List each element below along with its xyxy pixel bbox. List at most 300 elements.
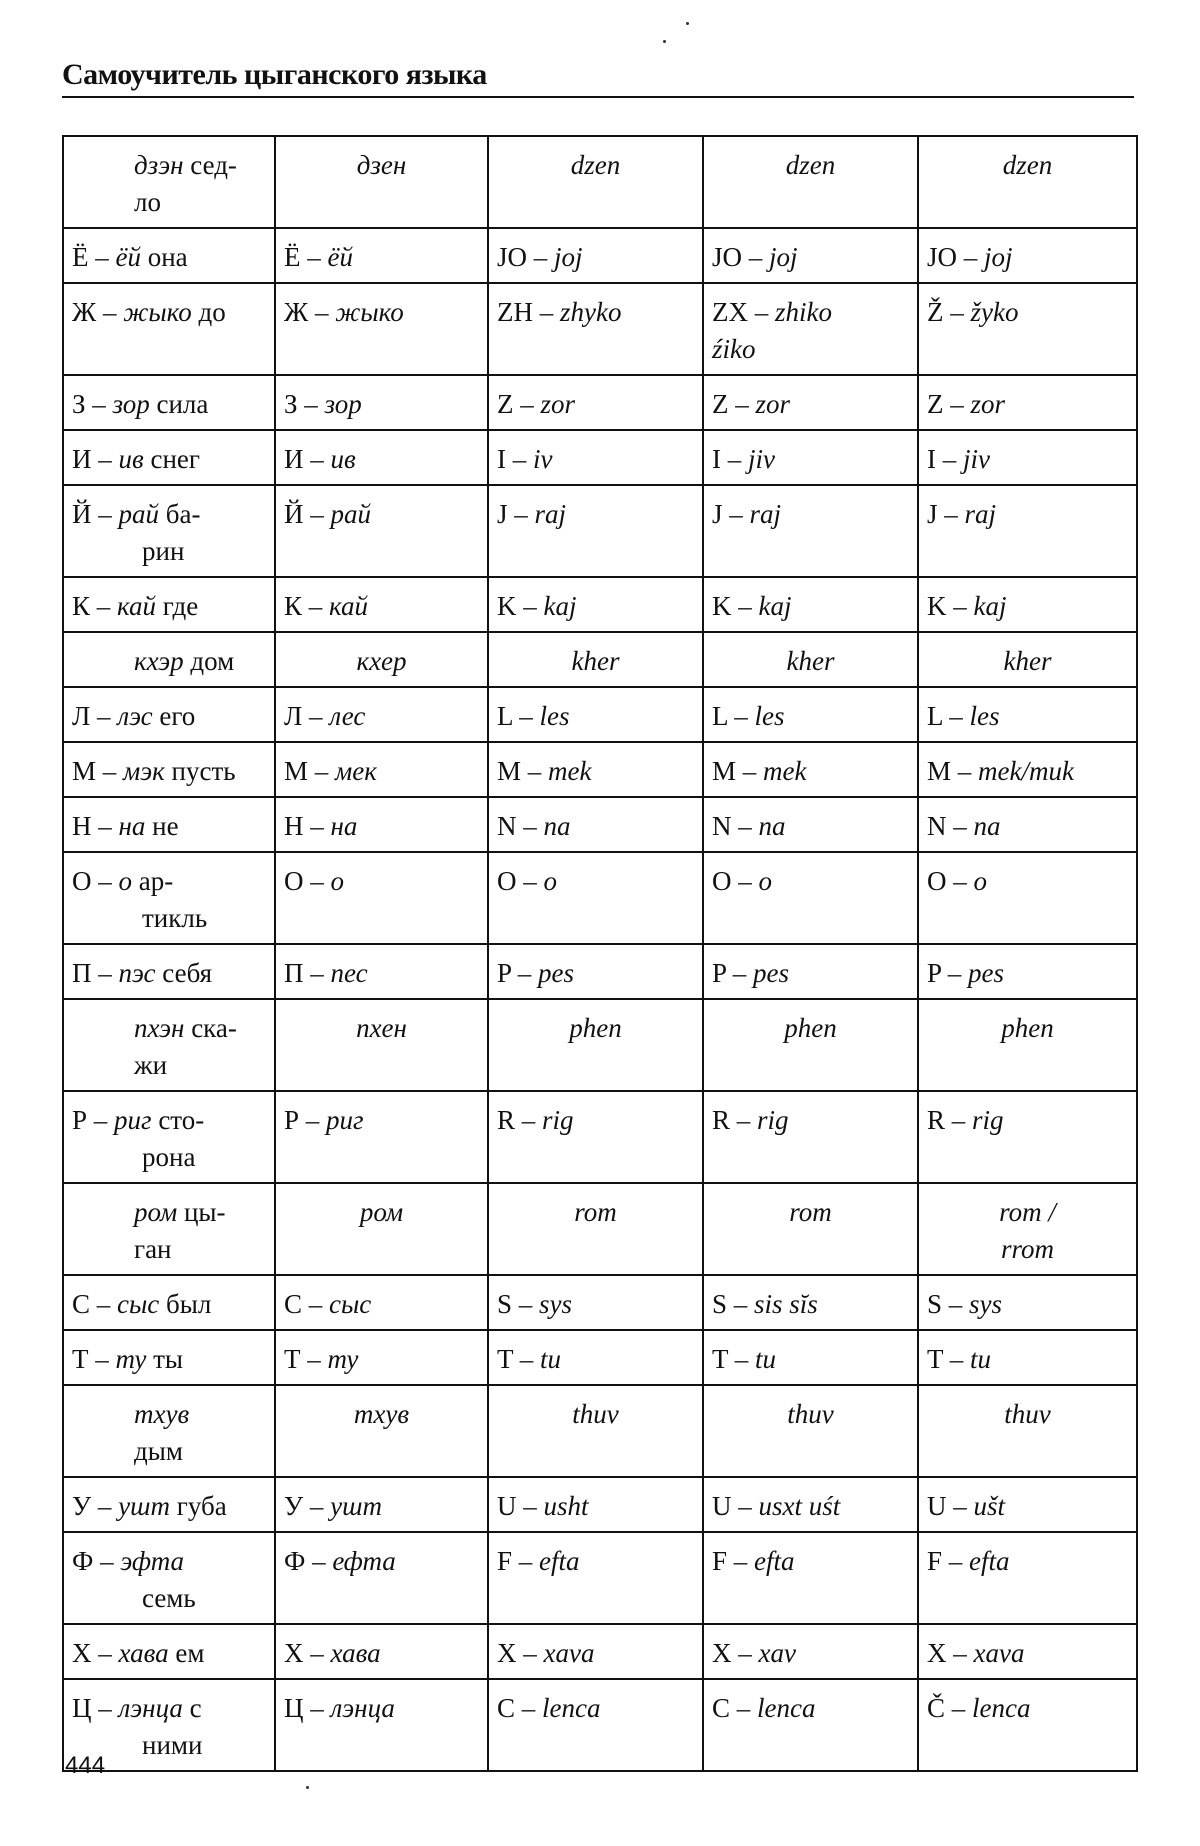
- cell-text-it: ив: [330, 444, 356, 474]
- table-cell: [488, 1532, 703, 1624]
- cell-text-pre: У –: [284, 1491, 331, 1521]
- cell-text-pre: Ё –: [284, 242, 328, 272]
- cell-line: [497, 1286, 694, 1323]
- cell-line: [72, 294, 266, 331]
- cell-line: [284, 1341, 479, 1378]
- cell-text-cont: жи: [134, 1050, 168, 1080]
- cell-line: [927, 1341, 1128, 1378]
- table-cell: [63, 283, 275, 375]
- cell-text-it: phen: [784, 1013, 837, 1043]
- table-row: [63, 852, 1137, 944]
- cell-text-it: о: [118, 866, 132, 896]
- cell-text-pre: M –: [712, 756, 764, 786]
- table-cell: [918, 1624, 1137, 1679]
- table-cell: [703, 136, 918, 228]
- cell-line: [497, 441, 694, 478]
- table-cell: [918, 485, 1137, 577]
- table-row: [63, 1624, 1137, 1679]
- table-cell: [63, 1183, 275, 1275]
- cell-text-rest: ска-: [184, 1013, 237, 1043]
- table-cell: [488, 228, 703, 283]
- cell-line: [712, 1010, 909, 1047]
- cell-text-it: пхэн: [134, 1013, 185, 1043]
- table-cell: [703, 228, 918, 283]
- table-cell: [275, 1477, 488, 1532]
- cell-text-cont: дым: [134, 1436, 183, 1466]
- table-row: [63, 999, 1137, 1091]
- table-cell: [488, 136, 703, 228]
- table-row: [63, 228, 1137, 283]
- cell-text-line2: źiko: [712, 334, 756, 364]
- cell-text-rest: до: [191, 297, 226, 327]
- table-body: [63, 136, 1137, 1771]
- cell-text-line2: rrom: [1000, 1234, 1054, 1264]
- cell-text-it: efta: [754, 1546, 795, 1576]
- table-cell: [488, 1091, 703, 1183]
- cell-text-it: хава: [118, 1638, 169, 1668]
- table-cell: [488, 1183, 703, 1275]
- cell-text-it: на: [330, 811, 358, 841]
- table-cell: [275, 1532, 488, 1624]
- cell-line: [134, 643, 266, 680]
- cell-text-cont: ган: [134, 1234, 172, 1264]
- cell-line: [72, 588, 266, 625]
- cell-line: [712, 1690, 909, 1727]
- cell-text-it: pes: [753, 958, 790, 988]
- table-row: [63, 1091, 1137, 1183]
- cell-text-it: o: [973, 866, 987, 896]
- table-cell: [488, 687, 703, 742]
- table-cell: [275, 1679, 488, 1771]
- cell-text-it: les: [969, 701, 1000, 731]
- cell-text-it: мек: [335, 756, 377, 786]
- cell-text-it: tu: [970, 1344, 992, 1374]
- cell-text-it: jiv: [748, 444, 775, 474]
- cell-line: [284, 441, 479, 478]
- cell-text-pre: L –: [497, 701, 540, 731]
- cell-line: [927, 753, 1128, 790]
- cell-line: [927, 1488, 1128, 1525]
- cell-text-it: пхен: [356, 1013, 407, 1043]
- cell-text-pre: T –: [712, 1344, 756, 1374]
- cell-line: [134, 1396, 266, 1433]
- cell-line: [927, 147, 1128, 184]
- table-cell: [488, 1679, 703, 1771]
- cell-text-pre: ZH –: [497, 297, 560, 327]
- cell-text-pre: С –: [284, 1289, 330, 1319]
- cell-text-pre: Z –: [497, 389, 541, 419]
- cell-text-rest: сед-: [183, 150, 237, 180]
- cell-text-pre: Х –: [284, 1638, 331, 1668]
- table-cell: [275, 577, 488, 632]
- cell-line: [134, 1194, 266, 1231]
- cell-line: [284, 1194, 479, 1231]
- cell-text-it: efta: [539, 1546, 580, 1576]
- cell-line: [284, 386, 479, 423]
- table-row: [63, 632, 1137, 687]
- table-cell: [275, 797, 488, 852]
- table-cell: [275, 1330, 488, 1385]
- table-row: [63, 1275, 1137, 1330]
- table-cell: [703, 852, 918, 944]
- cell-text-pre: Л –: [72, 701, 118, 731]
- table-cell: [63, 485, 275, 577]
- cell-line: [712, 1635, 909, 1672]
- table-cell: [63, 944, 275, 999]
- cell-line: [284, 1488, 479, 1525]
- cell-text-it: жыко: [335, 297, 404, 327]
- cell-line: [284, 1543, 479, 1580]
- cell-text-rest: снег: [143, 444, 200, 474]
- cell-text-pre: К –: [284, 591, 330, 621]
- table-cell: [918, 1183, 1137, 1275]
- cell-text-it: thuv: [787, 1399, 834, 1429]
- cell-line: [497, 1690, 694, 1727]
- cell-text-pre: P –: [927, 958, 969, 988]
- cell-text-it: лес: [329, 701, 366, 731]
- cell-text-it: ту: [115, 1344, 147, 1374]
- cell-text-it: зор: [112, 389, 150, 419]
- cell-line: [712, 147, 909, 184]
- cell-line: [497, 496, 694, 533]
- cell-text-it: iv: [533, 444, 553, 474]
- cell-text-it: mek: [548, 756, 592, 786]
- table-cell: [918, 999, 1137, 1091]
- table-cell: [63, 687, 275, 742]
- table-cell: [63, 228, 275, 283]
- cell-text-pre: O –: [927, 866, 974, 896]
- cell-text-pre: K –: [927, 591, 974, 621]
- cell-line: [712, 496, 909, 533]
- table-cell: [703, 944, 918, 999]
- cell-line: [284, 1635, 479, 1672]
- cell-text-it: usxt uśt: [758, 1491, 841, 1521]
- cell-text-it: na: [758, 811, 786, 841]
- cell-text-pre: S –: [712, 1289, 755, 1319]
- cell-line: [284, 496, 479, 533]
- cell-text-it: лэнца: [330, 1693, 395, 1723]
- cell-text-it: phen: [569, 1013, 622, 1043]
- cell-text-it: дзен: [356, 150, 407, 180]
- cell-text-it: zhyko: [560, 297, 622, 327]
- cell-line: [497, 1194, 694, 1231]
- cell-text-it: кай: [329, 591, 368, 621]
- cell-line: [497, 1102, 694, 1139]
- cell-text-it: рай: [330, 499, 371, 529]
- cell-text-it: thuv: [1004, 1399, 1051, 1429]
- cell-text-pre: U –: [927, 1491, 974, 1521]
- cell-text-rest: ар-: [132, 866, 174, 896]
- book-title: Самоучитель цыганского языка: [62, 58, 487, 91]
- table-cell: [703, 1532, 918, 1624]
- cell-text-it: joj: [984, 242, 1013, 272]
- cell-line: [712, 1286, 909, 1323]
- table-cell: [275, 375, 488, 430]
- cell-text-it: ушт: [330, 1491, 382, 1521]
- cell-text-it: эфта: [120, 1546, 185, 1576]
- cell-text-it: raj: [964, 499, 997, 529]
- table-cell: [918, 1477, 1137, 1532]
- cell-text-it: ёй: [115, 242, 141, 272]
- cell-text-it: žyko: [970, 297, 1019, 327]
- cell-text-it: rig: [542, 1105, 574, 1135]
- cell-text-pre: Č –: [927, 1693, 973, 1723]
- cell-line: [712, 955, 909, 992]
- cell-text-rest: дом: [183, 646, 235, 676]
- cell-line: [497, 1543, 694, 1580]
- table-cell: [488, 577, 703, 632]
- table-cell: [488, 742, 703, 797]
- table-cell: [703, 430, 918, 485]
- cell-line: [927, 588, 1128, 625]
- cell-line: [712, 753, 909, 790]
- cell-text-it: rom: [789, 1197, 832, 1227]
- table-cell: [703, 1091, 918, 1183]
- table-cell: [63, 1330, 275, 1385]
- cell-text-pre: П –: [72, 958, 119, 988]
- cell-text-rest: его: [152, 701, 196, 731]
- cell-text-it: rig: [757, 1105, 789, 1135]
- cell-line: [712, 386, 909, 423]
- table-cell: [275, 283, 488, 375]
- cell-text-it: sys: [969, 1289, 1003, 1319]
- table-row: [63, 1532, 1137, 1624]
- cell-text-it: ив: [118, 444, 144, 474]
- cell-line: [497, 1341, 694, 1378]
- cell-line: [497, 1010, 694, 1047]
- cell-text-it: les: [539, 701, 570, 731]
- cell-line: [712, 441, 909, 478]
- table-cell: [488, 797, 703, 852]
- cell-text-it: ром: [134, 1197, 178, 1227]
- cell-text-rest: себя: [155, 958, 213, 988]
- cell-text-pre: N –: [497, 811, 544, 841]
- table-cell: [275, 1183, 488, 1275]
- cell-text-pre: Ž –: [927, 297, 971, 327]
- table-cell: [703, 1477, 918, 1532]
- running-header: [62, 58, 1134, 98]
- cell-line: [927, 698, 1128, 735]
- cell-text-it: sys: [539, 1289, 573, 1319]
- table-cell: [63, 852, 275, 944]
- table-row: [63, 485, 1137, 577]
- table-cell: [918, 742, 1137, 797]
- cell-text-it: efta: [969, 1546, 1010, 1576]
- table-cell: [63, 375, 275, 430]
- table-cell: [703, 485, 918, 577]
- table-row: [63, 283, 1137, 375]
- cell-text-rest: был: [159, 1289, 212, 1319]
- table-cell: [703, 1624, 918, 1679]
- table-cell: [488, 944, 703, 999]
- cell-text-pre: Л –: [284, 701, 330, 731]
- cell-line: [927, 239, 1128, 276]
- cell-line: [497, 1488, 694, 1525]
- cell-text-pre: К –: [72, 591, 118, 621]
- table-cell: [918, 1275, 1137, 1330]
- cell-text-pre: I –: [927, 444, 963, 474]
- cell-text-pre: Ж –: [284, 297, 336, 327]
- cell-text-it: joj: [554, 242, 583, 272]
- cell-text-it: dzen: [1002, 150, 1053, 180]
- cell-line: [927, 1102, 1128, 1139]
- table-cell: [918, 1091, 1137, 1183]
- table-cell: [63, 1385, 275, 1477]
- cell-text-it: на: [118, 811, 146, 841]
- cell-text-pre: З –: [72, 389, 113, 419]
- cell-text-it: дзэн: [134, 150, 184, 180]
- table-cell: [918, 228, 1137, 283]
- cell-text-it: lenca: [972, 1693, 1031, 1723]
- table-cell: [275, 742, 488, 797]
- cell-text-cont: семь: [142, 1583, 196, 1613]
- cell-line: [497, 1396, 694, 1433]
- cell-text-it: ушт: [118, 1491, 170, 1521]
- cell-text-pre: J –: [712, 499, 750, 529]
- cell-text-cont: тикль: [142, 903, 208, 933]
- cell-text-it: kaj: [973, 591, 1007, 621]
- cell-text-it: o: [758, 866, 772, 896]
- cell-text-it: pes: [538, 958, 575, 988]
- cell-line: [284, 1690, 479, 1727]
- table-cell: [488, 283, 703, 375]
- cell-line: [712, 643, 909, 680]
- table-cell: [918, 797, 1137, 852]
- cell-line: [712, 294, 909, 331]
- cell-text-rest: не: [145, 811, 179, 841]
- cell-text-pre: Ц –: [284, 1693, 331, 1723]
- table-cell: [488, 1275, 703, 1330]
- cell-text-it: zhiko: [775, 297, 832, 327]
- cell-text-it: zor: [540, 389, 576, 419]
- cell-text-pre: R –: [927, 1105, 973, 1135]
- table-row: [63, 1385, 1137, 1477]
- cell-line: [284, 588, 479, 625]
- cell-line: [712, 239, 909, 276]
- cell-text-it: dzen: [785, 150, 836, 180]
- cell-text-it: xav: [758, 1638, 796, 1668]
- cell-line: [72, 698, 266, 735]
- cell-line: [284, 239, 479, 276]
- cell-text-it: lenca: [542, 1693, 601, 1723]
- table-cell: [918, 852, 1137, 944]
- cell-text-pre: О –: [284, 866, 331, 896]
- scan-speck: [306, 1786, 309, 1789]
- cell-line: [497, 643, 694, 680]
- cell-text-it: хава: [330, 1638, 381, 1668]
- scan-speck: [686, 22, 689, 25]
- cell-text-it: na: [543, 811, 571, 841]
- cell-line: [72, 753, 266, 790]
- cell-line: [284, 753, 479, 790]
- cell-text-pre: X –: [497, 1638, 544, 1668]
- cell-line: [497, 588, 694, 625]
- cell-line: [72, 1690, 266, 1727]
- table-cell: [703, 1275, 918, 1330]
- cell-line: [284, 294, 479, 331]
- cell-text-pre: JO –: [712, 242, 770, 272]
- cell-text-rest: сто-: [151, 1105, 205, 1135]
- table-cell: [488, 1330, 703, 1385]
- cell-text-pre: P –: [712, 958, 754, 988]
- cell-text-it: kaj: [543, 591, 577, 621]
- cell-text-pre: U –: [712, 1491, 759, 1521]
- cell-text-pre: R –: [712, 1105, 758, 1135]
- table-cell: [63, 1477, 275, 1532]
- table-cell: [275, 999, 488, 1091]
- cell-line: [497, 955, 694, 992]
- table-cell: [275, 1624, 488, 1679]
- cell-text-it: tu: [540, 1344, 562, 1374]
- cell-line: [927, 496, 1128, 533]
- cell-line: [497, 386, 694, 423]
- cell-text-it: риг: [326, 1105, 364, 1135]
- cell-text-pre: М –: [72, 756, 124, 786]
- table-cell: [275, 944, 488, 999]
- cell-text-pre: L –: [712, 701, 755, 731]
- cell-line: [712, 808, 909, 845]
- cell-text-it: ром: [359, 1197, 404, 1227]
- cell-line: [72, 1341, 266, 1378]
- table-cell: [488, 632, 703, 687]
- table-cell: [275, 1385, 488, 1477]
- cell-line: [497, 294, 694, 331]
- cell-text-pre: Р –: [72, 1105, 115, 1135]
- cell-text-pre: S –: [927, 1289, 970, 1319]
- cell-text-it: kher: [571, 646, 620, 676]
- cell-text-it: les: [754, 701, 785, 731]
- cell-text-it: лэнца: [118, 1693, 183, 1723]
- cell-text-pre: I –: [712, 444, 748, 474]
- table-row: [63, 1330, 1137, 1385]
- cell-text-pre: Ё –: [72, 242, 116, 272]
- table-cell: [275, 1275, 488, 1330]
- cell-text-pre: F –: [497, 1546, 540, 1576]
- cell-text-pre: Н –: [284, 811, 331, 841]
- table-cell: [275, 852, 488, 944]
- cell-text-pre: M –: [927, 756, 979, 786]
- cell-text-pre: Х –: [72, 1638, 119, 1668]
- table-row: [63, 797, 1137, 852]
- cell-line: [712, 588, 909, 625]
- table-cell: [488, 485, 703, 577]
- cell-text-it: ту: [327, 1344, 359, 1374]
- cell-text-it: жыко: [123, 297, 192, 327]
- cell-text-pre: С –: [72, 1289, 118, 1319]
- cell-text-cont: рона: [142, 1142, 196, 1172]
- cell-text-pre: N –: [927, 811, 974, 841]
- cell-line: [927, 1396, 1128, 1433]
- table-cell: [918, 944, 1137, 999]
- cell-text-pre: ZX –: [712, 297, 775, 327]
- alphabet-comparison-table: [62, 135, 1138, 1772]
- cell-text-it: dzen: [570, 150, 621, 180]
- cell-line: [927, 1194, 1128, 1231]
- cell-text-pre: Й –: [284, 499, 331, 529]
- cell-text-it: zor: [970, 389, 1006, 419]
- cell-text-rest: ты: [146, 1344, 184, 1374]
- cell-text-cont: ло: [134, 187, 161, 217]
- table-cell: [918, 430, 1137, 485]
- cell-text-it: thuv: [572, 1399, 619, 1429]
- cell-line: [72, 1635, 266, 1672]
- cell-line: [72, 1102, 266, 1139]
- cell-text-pre: U –: [497, 1491, 544, 1521]
- cell-line: [712, 1102, 909, 1139]
- table-cell: [488, 852, 703, 944]
- cell-line: [284, 698, 479, 735]
- cell-line: [284, 1010, 479, 1047]
